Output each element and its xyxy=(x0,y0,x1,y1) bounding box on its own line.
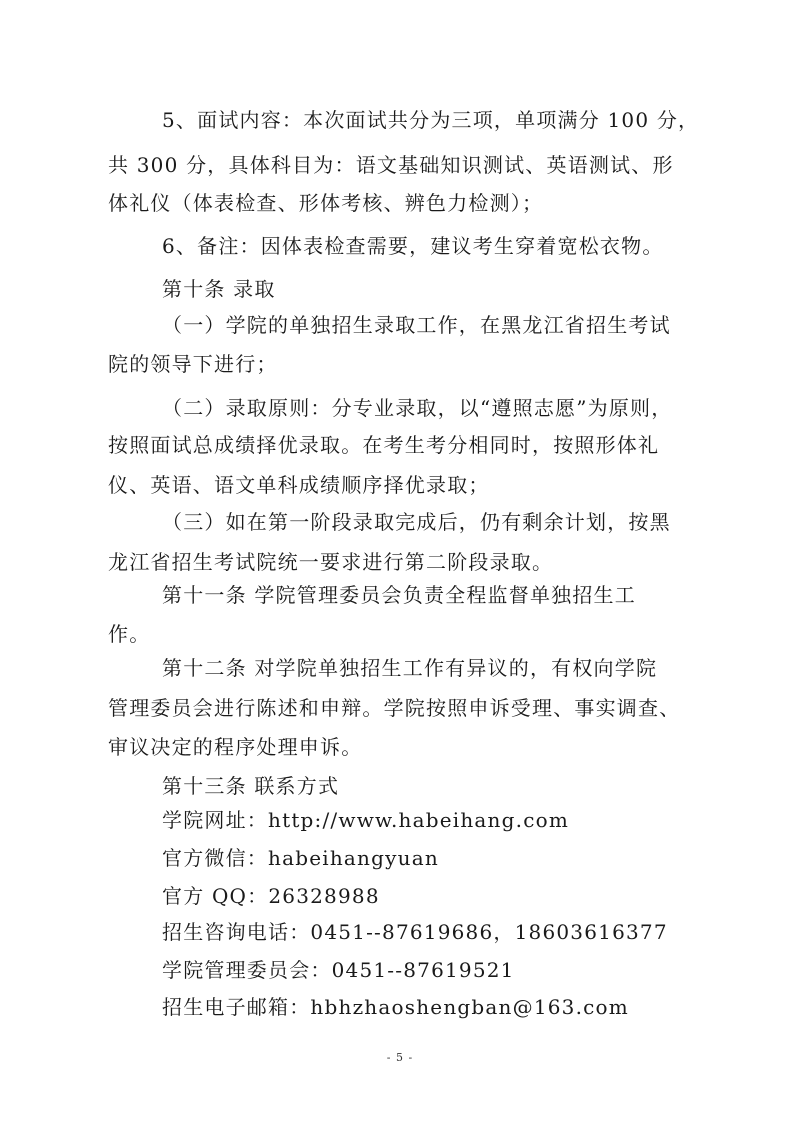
interview-content-line-3: 体礼仪（体表检查、形体考核、辨色力检测）； xyxy=(108,191,544,215)
interview-content-line-1: 5、面试内容：本次面试共分为三项，单项满分 100 分， xyxy=(162,108,700,132)
admission-item-1-line-1: （一）学院的单独招生录取工作，在黑龙江省招生考试 xyxy=(162,313,671,337)
article-11-line-2: 作。 xyxy=(108,622,151,646)
contact-website: 学院网址：http://www.habeihang.com xyxy=(162,808,570,832)
article-11-line-1: 第十一条 学院管理委员会负责全程监督单独招生工 xyxy=(162,583,636,607)
contact-qq: 官方 QQ：26328988 xyxy=(162,884,380,908)
contact-committee-phone: 学院管理委员会：0451--87619521 xyxy=(162,958,515,982)
contact-admissions-email: 招生电子邮箱：hbhzhaoshengban@163.com xyxy=(162,995,629,1019)
admission-item-2-line-3: 仪、英语、语文单科成绩顺序择优录取； xyxy=(108,473,490,497)
admission-item-3-line-1: （三）如在第一阶段录取完成后，仍有剩余计划，按黑 xyxy=(162,510,671,534)
contact-wechat: 官方微信：habeihangyuan xyxy=(162,846,439,870)
contact-admissions-phone: 招生咨询电话：0451--87619686，18603616377 xyxy=(162,920,668,944)
page-number: - 5 - xyxy=(386,1051,414,1064)
admission-item-1-line-2: 院的领导下进行； xyxy=(108,352,278,376)
article-12-line-1: 第十二条 对学院单独招生工作有异议的，有权向学院 xyxy=(162,656,658,680)
admission-item-2-line-2: 按照面试总成绩择优录取。在考生考分相同时，按照形体礼 xyxy=(108,433,660,457)
article-10-heading: 第十条 录取 xyxy=(162,277,276,301)
interview-content-line-2: 共 300 分，具体科目为：语文基础知识测试、英语测试、形 xyxy=(108,153,674,177)
article-12-line-3: 审议决定的程序处理申诉。 xyxy=(108,735,363,759)
remarks-line: 6、备注：因体表检查需要，建议考生穿着宽松衣物。 xyxy=(162,234,664,258)
article-12-line-2: 管理委员会进行陈述和申辩。学院按照申诉受理、事实调查、 xyxy=(108,696,681,720)
admission-item-2-line-1: （二）录取原则：分专业录取，以“遵照志愿”为原则， xyxy=(162,396,673,420)
admission-item-3-line-2: 龙江省招生考试院统一要求进行第二阶段录取。 xyxy=(108,550,554,574)
article-13-heading: 第十三条 联系方式 xyxy=(162,774,340,798)
